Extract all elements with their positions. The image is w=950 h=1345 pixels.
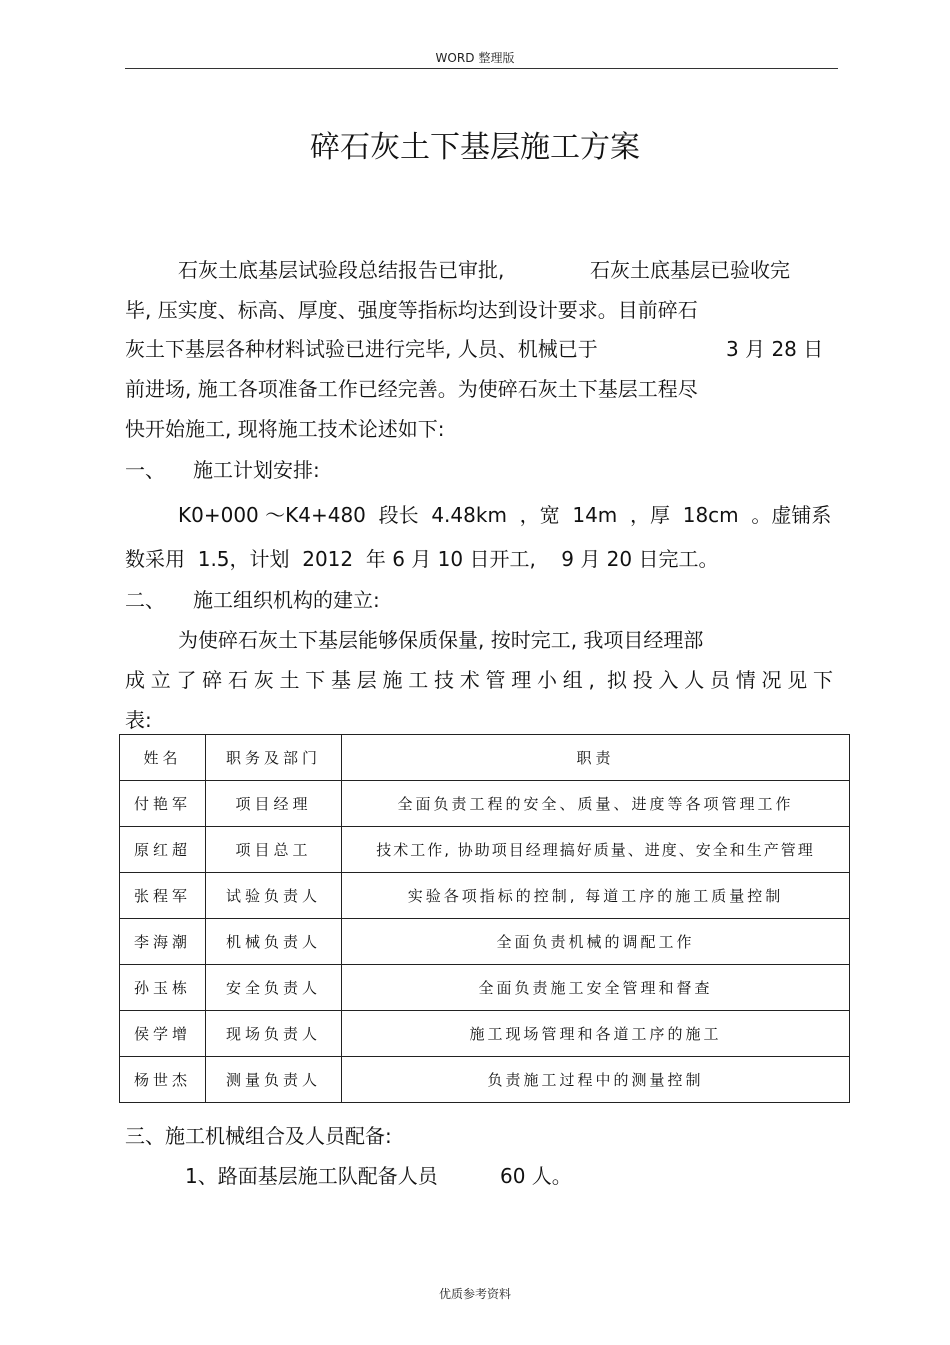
table-cell-duty: 施工现场管理和各道工序的施工 [342,1011,850,1057]
table-row [120,873,850,919]
table-row [120,827,850,873]
table-header-row [120,735,850,781]
table-cell-name: 李海潮 [120,919,206,965]
page-footer: 优质参考资料 [438,1287,511,1301]
table-row [120,1057,850,1103]
header-label-en: WORD [435,51,475,65]
table-cell-duty: 负责施工过程中的测量控制 [342,1057,850,1103]
document-title: 碎石灰土下基层施工方案 [310,130,640,165]
table-cell-name: 付艳军 [120,781,206,827]
section1-number: 一、 [125,458,165,482]
table-cell-name: 原红超 [120,827,206,873]
table-cell-duty: 实验各项指标的控制, 每道工序的施工质量控制 [342,873,850,919]
table-row [120,965,850,1011]
page-header [0,49,950,66]
section1-heading: 施工计划安排: [193,458,320,482]
table-cell-position: 现场负责人 [206,1011,342,1057]
table-cell-position: 安全负责人 [206,965,342,1011]
table-cell-name: 张程军 [120,873,206,919]
table-cell-duty: 全面负责施工安全管理和督查 [342,965,850,1011]
table-cell-position: 项目总工 [206,827,342,873]
intro-line-2: 毕, 压实度、标高、厚度、强度等指标均达到设计要求。目前碎石 [125,298,698,322]
staff-table [119,734,850,1103]
section3-item-1b: 60 人。 [500,1164,572,1188]
table-cell-name: 孙玉栋 [120,965,206,1011]
table-cell-duty: 全面负责机械的调配工作 [342,919,850,965]
intro-line-4: 前进场, 施工各项准备工作已经完善。为使碎石灰土下基层工程尽 [125,377,698,401]
section2-line-2: 成立了碎石灰土下基层施工技术管理小组, 拟投入人员情况见下 [125,668,833,692]
intro-line-5: 快开始施工, 现将施工技术论述如下: [125,417,445,441]
table-cell-position: 机械负责人 [206,919,342,965]
section2-heading: 施工组织机构的建立: [193,588,380,612]
section1-line-1: K0+000 ～K4+480 段长 4.48km ，宽 14m ，厚 18cm 。虚铺系 [178,503,832,527]
intro-line-3b: 3 月 28 日 [726,337,824,361]
section3-heading: 三、施工机械组合及人员配备: [125,1124,392,1148]
section2-line-1: 为使碎石灰土下基层能够保质保量, 按时完工, 我项目经理部 [178,628,704,652]
section2-number: 二、 [125,588,165,612]
table-cell-position: 试验负责人 [206,873,342,919]
table-cell-position: 测量负责人 [206,1057,342,1103]
table-cell-duty: 技术工作, 协助项目经理搞好质量、进度、安全和生产管理 [342,827,850,873]
table-row [120,1011,850,1057]
header-label-cn: 整理版 [478,51,515,65]
section2-line-3: 表: [125,708,152,732]
table-row [120,781,850,827]
table-row [120,919,850,965]
table-cell-duty: 全面负责工程的安全、质量、进度等各项管理工作 [342,781,850,827]
header-divider [125,68,838,69]
table-cell-position: 项目经理 [206,781,342,827]
table-cell-name: 杨世杰 [120,1057,206,1103]
section1-line-2: 数采用 1.5，计划 2012 年 6 月 10 日开工, 9 月 20 日完工。 [125,547,719,571]
intro-line-1b: 石灰土底基层已验收完 [590,258,790,282]
section3-item-1a: 1、路面基层施工队配备人员 [185,1164,438,1188]
table-cell-name: 侯学增 [120,1011,206,1057]
intro-line-1a: 石灰土底基层试验段总结报告已审批, [178,258,505,282]
intro-line-3a: 灰土下基层各种材料试验已进行完毕, 人员、机械已于 [125,337,598,361]
table-header-duty: 职责 [342,735,850,781]
table-header-name: 姓名 [120,735,206,781]
table-header-position: 职务及部门 [206,735,342,781]
